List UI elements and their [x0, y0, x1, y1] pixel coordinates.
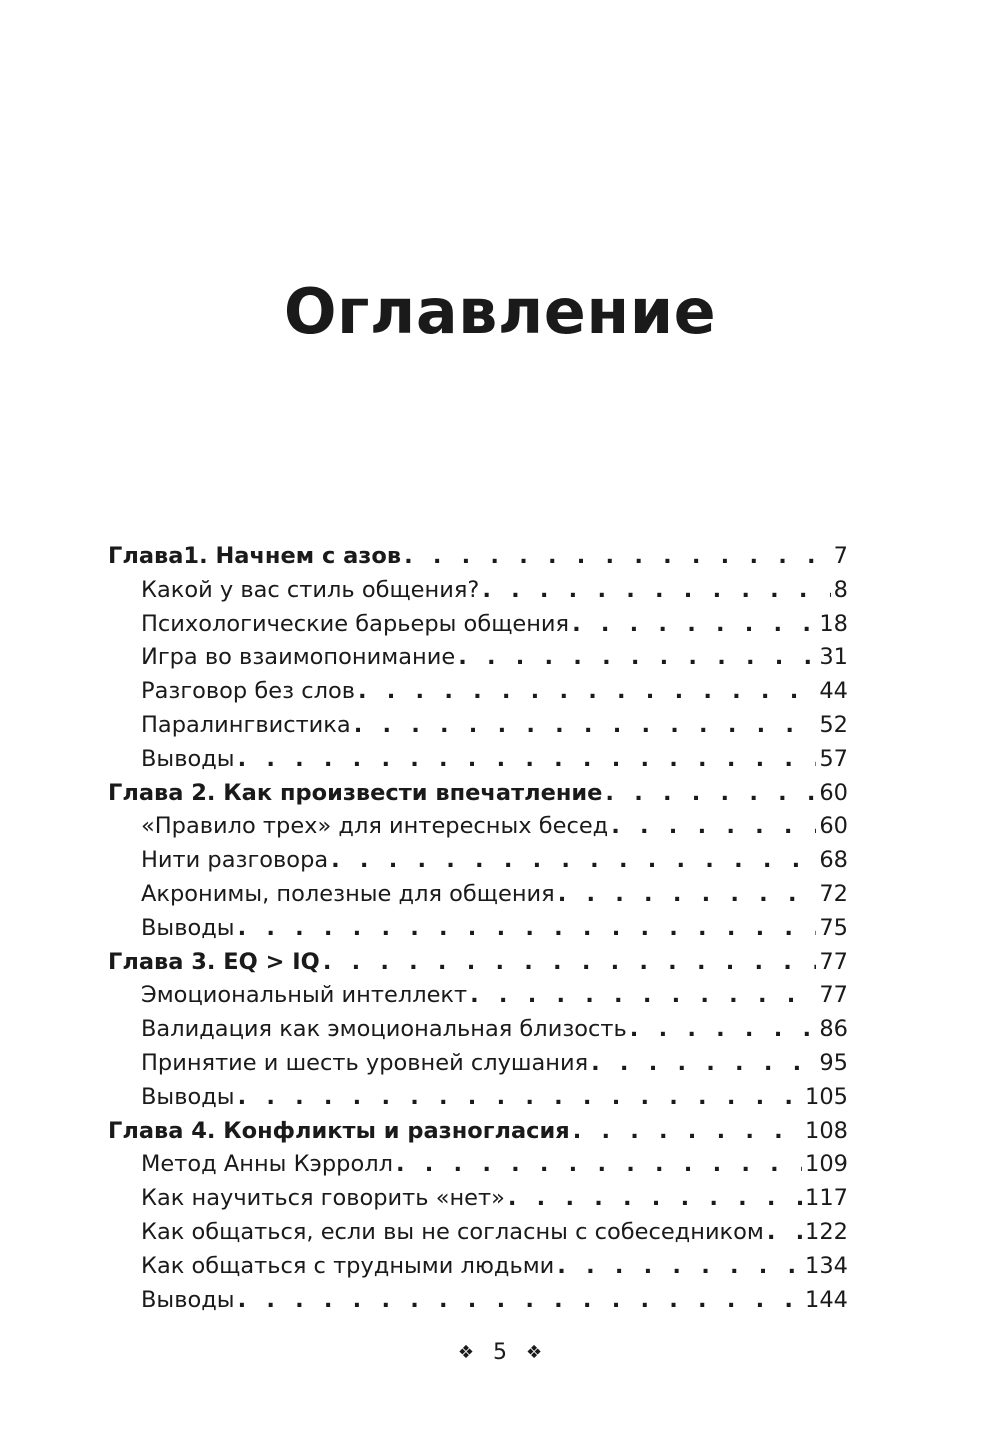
toc-chapter-entry	[108, 946, 848, 980]
toc-section-entry	[108, 1250, 848, 1284]
toc-entry-title: Выводы	[141, 1083, 235, 1110]
toc-chapter-entry	[108, 1115, 848, 1149]
toc-section-entry	[108, 608, 848, 642]
toc-section-entry	[108, 1148, 848, 1182]
dot-leader	[238, 743, 817, 777]
toc-entry-page: 144	[805, 1286, 848, 1313]
dot-leader	[238, 1284, 802, 1318]
toc-entry-title: Метод Анны Кэрролл	[141, 1151, 393, 1178]
toc-entry-page: 86	[819, 1016, 848, 1043]
dot-leader	[573, 1115, 802, 1149]
dot-leader	[404, 540, 831, 574]
toc-section-entry	[108, 979, 848, 1013]
toc-section-entry	[108, 844, 848, 878]
toc-entry-title: Выводы	[141, 914, 235, 941]
toc-chapter-entry	[108, 540, 848, 574]
dot-leader	[508, 1182, 802, 1216]
toc-entry-title: Глава 4. Конфликты и разногласия	[108, 1117, 570, 1144]
table-of-contents	[108, 540, 848, 1317]
dot-leader	[572, 608, 816, 642]
toc-entry-page: 105	[805, 1083, 848, 1110]
dot-leader	[470, 979, 816, 1013]
toc-entry-page: 95	[819, 1049, 848, 1076]
toc-entry-title: Выводы	[141, 745, 235, 772]
toc-entry-title: Нити разговора	[141, 847, 329, 874]
toc-entry-page: 109	[805, 1151, 848, 1178]
page-title: Оглавление	[283, 275, 717, 348]
toc-entry-page: 68	[819, 847, 848, 874]
toc-entry-page: 117	[805, 1185, 848, 1212]
toc-section-entry	[108, 1081, 848, 1115]
toc-section-entry	[108, 574, 848, 608]
toc-entry-title: Как общаться, если вы не согласны с собеседником	[141, 1218, 764, 1245]
toc-entry-page: 75	[819, 914, 848, 941]
toc-section-entry	[108, 1284, 848, 1318]
dot-leader	[331, 844, 816, 878]
toc-entry-title: Паралингвистика	[141, 711, 351, 738]
dot-leader	[611, 810, 816, 844]
toc-chapter-entry	[108, 777, 848, 811]
dot-leader	[458, 641, 816, 675]
toc-entry-page: 7	[833, 543, 848, 569]
toc-entry-page: 122	[805, 1218, 848, 1245]
toc-entry-page: 72	[819, 880, 848, 907]
toc-entry-title: Разговор без слов	[141, 678, 355, 705]
toc-entry-title: «Правило трех» для интересных бесед	[141, 813, 609, 840]
dot-leader	[591, 1047, 816, 1081]
toc-entry-page: 18	[819, 610, 848, 637]
toc-entry-page: 8	[833, 576, 848, 603]
toc-entry-title: Глава 2. Как произвести впечатление	[108, 779, 603, 806]
toc-entry-title: Игра во взаимопонимание	[141, 644, 456, 671]
dot-leader	[482, 574, 830, 608]
toc-entry-title: Как общаться с трудными людьми	[141, 1252, 555, 1279]
dot-leader	[323, 946, 817, 980]
toc-entry-title: Глава 3. EQ > IQ	[108, 948, 320, 975]
toc-entry-page: 44	[819, 678, 848, 705]
toc-entry-page: 108	[805, 1117, 848, 1144]
dot-leader	[238, 912, 817, 946]
toc-entry-title: Валидация как эмоциональная близость	[141, 1016, 627, 1043]
diamond-ornament-icon: ❖	[526, 1342, 543, 1363]
toc-entry-page: 77	[819, 982, 848, 1009]
toc-entry-title: Глава1. Начнем с азов	[108, 543, 402, 569]
toc-section-entry	[108, 1047, 848, 1081]
toc-entry-title: Психологические барьеры общения	[141, 610, 570, 637]
toc-entry-page: 57	[819, 745, 848, 772]
dot-leader	[238, 1081, 802, 1115]
dot-leader	[767, 1216, 802, 1250]
toc-entry-title: Какой у вас стиль общения?	[141, 576, 480, 603]
toc-entry-title: Выводы	[141, 1286, 235, 1313]
toc-entry-page: 77	[819, 948, 848, 975]
toc-entry-title: Акронимы, полезные для общения	[141, 880, 555, 907]
toc-section-entry	[108, 1216, 848, 1250]
toc-entry-page: 31	[819, 644, 848, 671]
toc-entry-page: 60	[819, 779, 848, 806]
dot-leader	[630, 1013, 817, 1047]
toc-section-entry	[108, 675, 848, 709]
dot-leader	[396, 1148, 802, 1182]
toc-section-entry	[108, 641, 848, 675]
toc-section-entry	[108, 1182, 848, 1216]
toc-section-entry	[108, 743, 848, 777]
toc-section-entry	[108, 709, 848, 743]
toc-entry-title: Эмоциональный интеллект	[141, 982, 468, 1009]
toc-entry-page: 60	[819, 813, 848, 840]
dot-leader	[558, 878, 817, 912]
diamond-ornament-icon: ❖	[457, 1342, 474, 1363]
toc-entry-title: Как научиться говорить «нет»	[141, 1185, 505, 1212]
toc-entry-page: 52	[819, 711, 848, 738]
page-number: 5	[493, 1340, 507, 1365]
toc-section-entry	[108, 912, 848, 946]
page-footer	[0, 1338, 1000, 1368]
toc-section-entry	[108, 810, 848, 844]
dot-leader	[557, 1250, 802, 1284]
dot-leader	[605, 777, 816, 811]
toc-entry-page: 134	[805, 1252, 848, 1279]
toc-section-entry	[108, 1013, 848, 1047]
toc-entry-title: Принятие и шесть уровней слушания	[141, 1049, 589, 1076]
dot-leader	[358, 675, 816, 709]
dot-leader	[354, 709, 817, 743]
toc-section-entry	[108, 878, 848, 912]
